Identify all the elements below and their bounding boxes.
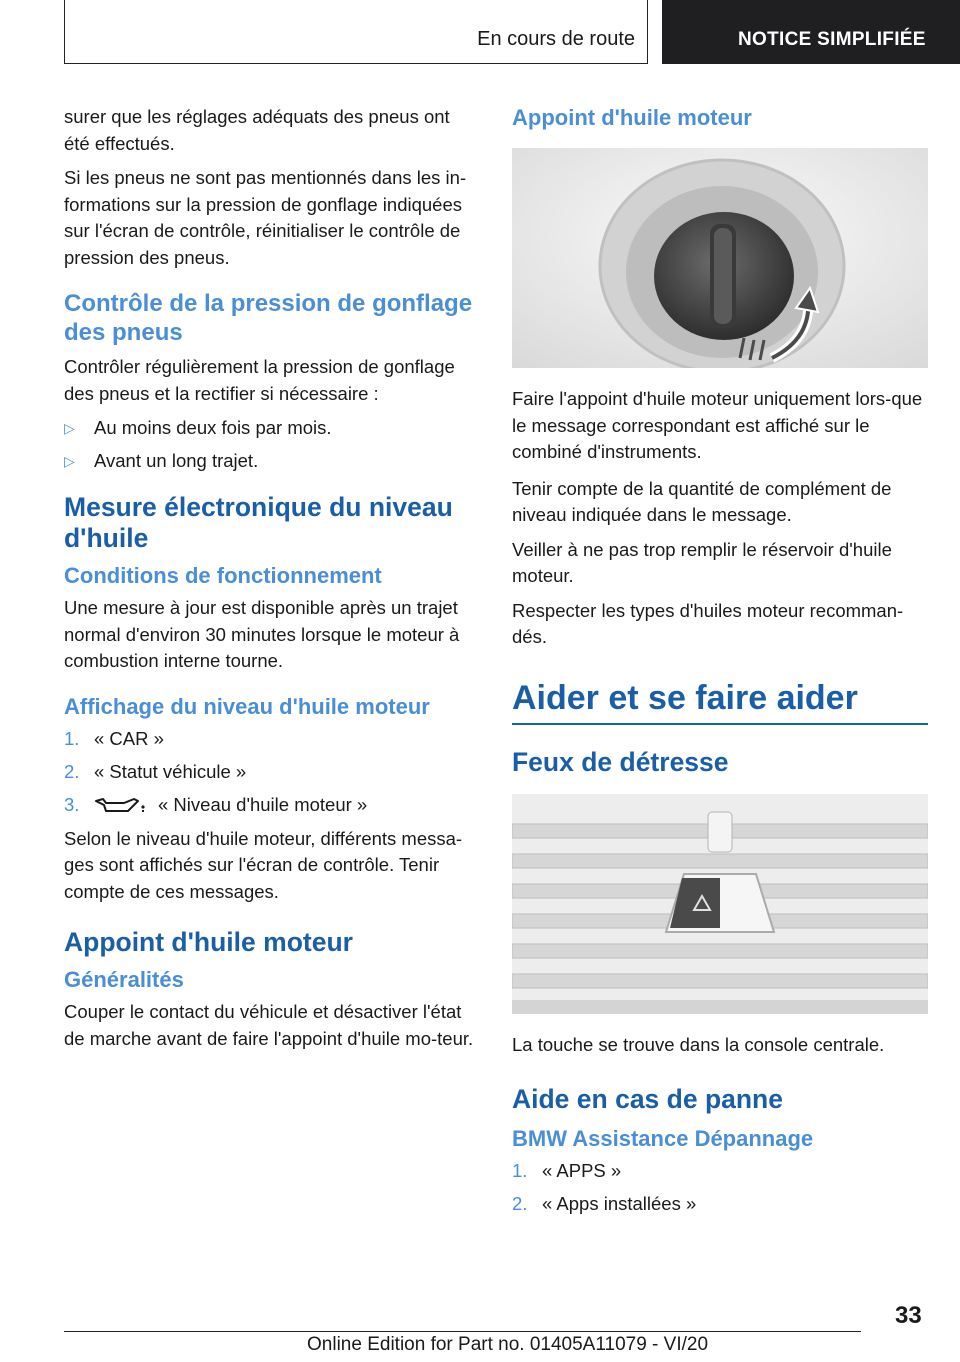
triangle-bullet-icon: ▷ xyxy=(64,420,75,436)
list-item: 2. « Statut véhicule » xyxy=(64,760,247,782)
paragraph: Selon le niveau d'huile moteur, différents messa-ges sont affichés sur l'écran de contrôle. Tenir compte de ces messages. xyxy=(64,827,463,902)
list-item: 2. « Apps installées » xyxy=(512,1193,697,1214)
triangle-bullet-icon: ▷ xyxy=(64,453,75,469)
paragraph: La touche se trouve dans la console centrale. xyxy=(512,1033,885,1055)
footer-edition: Online Edition for Part no. 01405A11079 - VI/20 xyxy=(307,1334,709,1355)
paragraph: Une mesure à jour est disponible après un trajet normal d'environ 30 minutes lorsque le moteur à combustion interne tourne. xyxy=(64,597,460,671)
header-badge xyxy=(662,0,960,64)
paragraph: Si les pneus ne sont pas mentionnés dans les in-formations sur la pression de gonflage indiquées sur l'écran de contrôle, réinitialiser le contrôle de pression des pneus. xyxy=(64,167,467,268)
oil-can-icon xyxy=(94,795,150,815)
heading-pressure-check: Contrôle de la pression de gonflage des pneus xyxy=(64,290,473,346)
oil-cap-image xyxy=(512,148,928,368)
heading-conditions: Conditions de fonctionnement xyxy=(64,563,382,588)
paragraph: Contrôler régulièrement la pression de gonflage des pneus et la rectifier si nécessaire : xyxy=(64,356,455,404)
hazard-button-image xyxy=(512,794,928,1014)
left-column xyxy=(64,104,478,1060)
page-number: 33 xyxy=(895,1302,922,1329)
paragraph: Respecter les types d'huiles moteur recomman-dés. xyxy=(512,599,904,647)
chapter-heading: Aider et se faire aider xyxy=(512,677,928,725)
header-badge-label: NOTICE SIMPLIFIÉE xyxy=(738,29,926,50)
heading-oil-refill: Appoint d'huile moteur xyxy=(64,927,353,957)
heading-hazard-lights: Feux de détresse xyxy=(512,746,729,777)
list-item: 3. « Niveau d'huile moteur » xyxy=(64,793,368,815)
oil-cap-illustration xyxy=(512,148,928,368)
paragraph: Couper le contact du véhicule et désactiver l'état de marche avant de faire l'appoint d'huile mo-teur. xyxy=(64,1001,474,1049)
list-item: ▷ Avant un long trajet. xyxy=(64,448,478,474)
paragraph: Tenir compte de la quantité de complément de niveau indiquée dans le message. xyxy=(512,477,892,525)
hazard-button-illustration xyxy=(512,794,928,1014)
right-column xyxy=(512,104,928,1225)
heading-bmw-assistance: BMW Assistance Dépannage xyxy=(512,1126,814,1151)
heading-oil-refill-right: Appoint d'huile moteur xyxy=(512,105,752,130)
list-item: ▷ Au moins deux fois par mois. xyxy=(64,415,478,441)
paragraph: Faire l'appoint d'huile moteur uniquement lors-que le message correspondant est affiché sur le combiné d'instruments. xyxy=(512,388,923,462)
paragraph: surer que les réglages adéquats des pneus ont été effectués. xyxy=(64,106,450,154)
paragraph: Veiller à ne pas trop remplir le réservoir d'huile moteur. xyxy=(512,538,892,586)
heading-breakdown-help: Aide en cas de panne xyxy=(512,1084,783,1114)
heading-oil-display: Affichage du niveau d'huile moteur xyxy=(64,693,430,719)
heading-general: Généralités xyxy=(64,967,184,992)
header-section-title: En cours de route xyxy=(477,28,635,50)
footer-divider xyxy=(64,1331,861,1332)
header-section-box xyxy=(64,0,648,64)
list-item: 1. « CAR » xyxy=(64,727,164,749)
numbered-list xyxy=(64,726,478,818)
numbered-list xyxy=(512,1158,928,1217)
bullet-list xyxy=(64,415,478,474)
heading-oil-measurement: Mesure électronique du niveau d'huile xyxy=(64,492,453,553)
list-item: 1. « APPS » xyxy=(512,1160,622,1181)
